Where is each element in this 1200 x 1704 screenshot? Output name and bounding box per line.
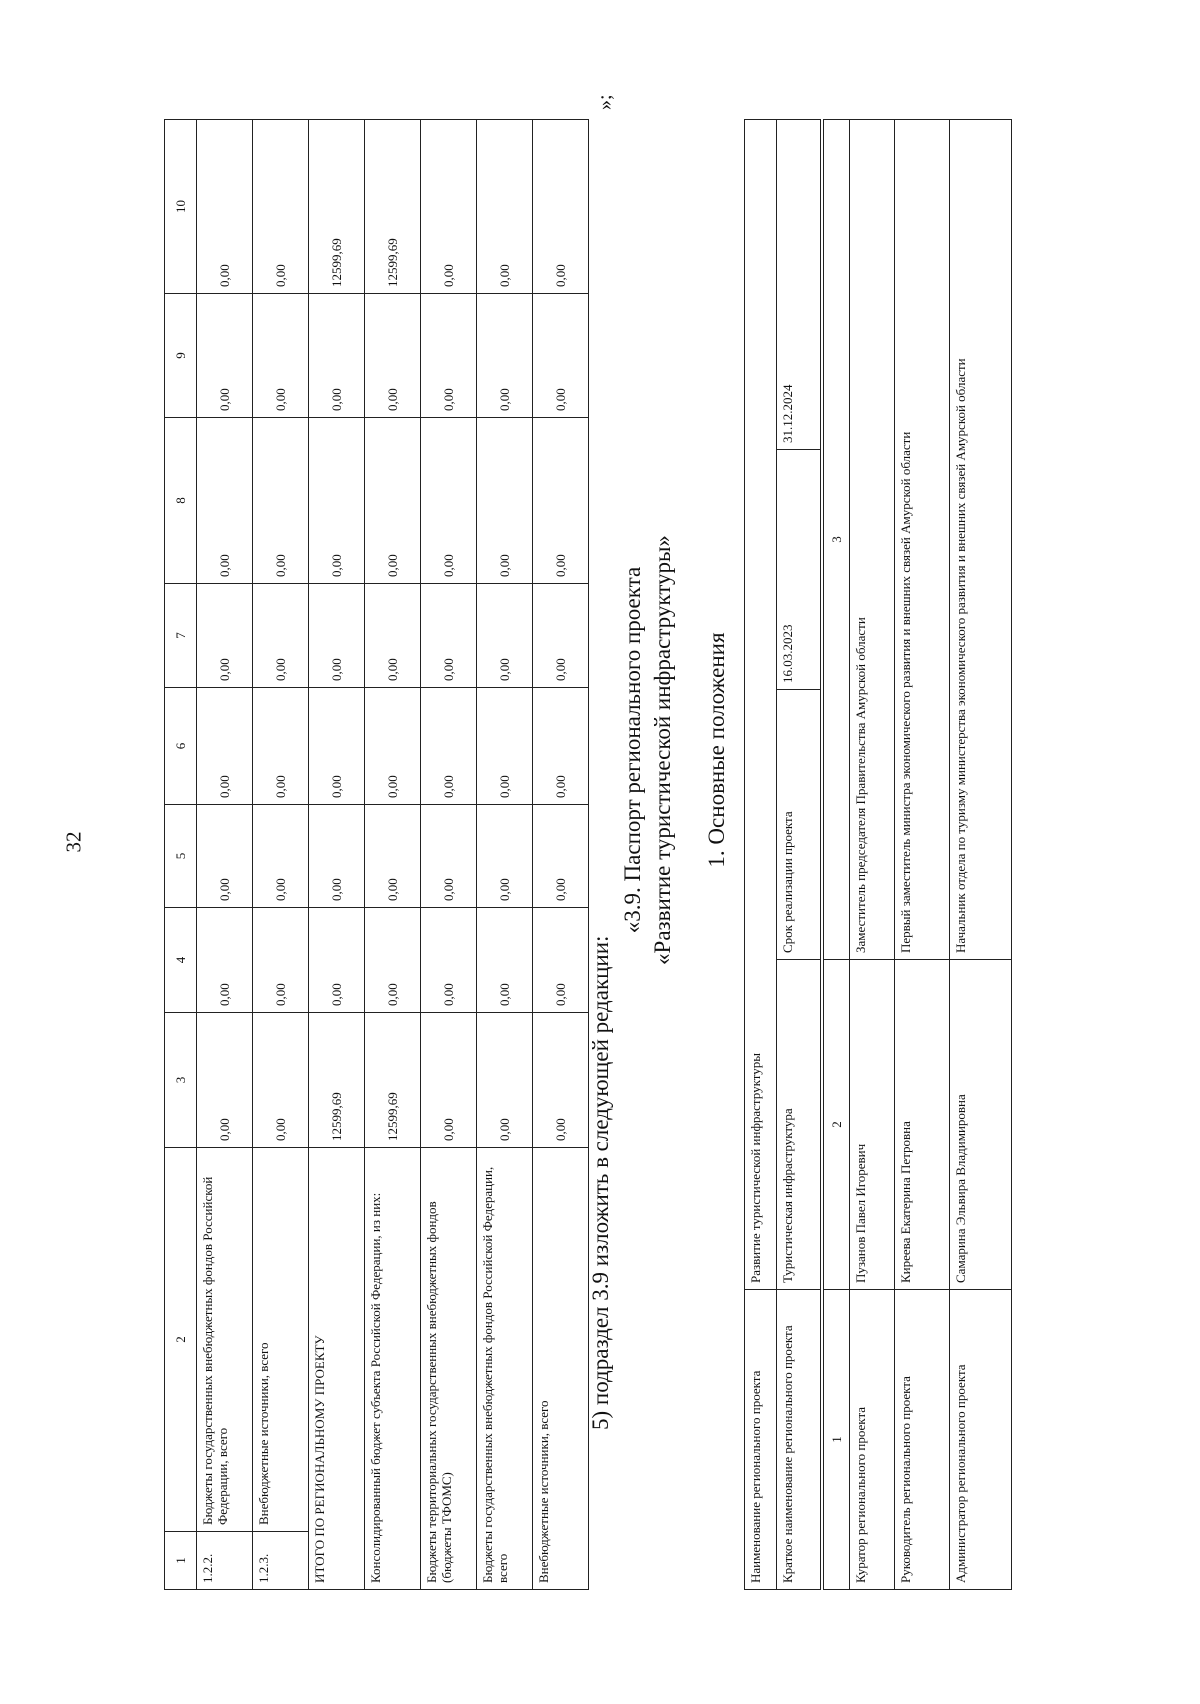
row-name: Бюджеты территориальных государственных внебюджетных фондов (бюджеты ТФОМС) [421,1148,477,1590]
table-row [895,119,950,1589]
value-cell: 0,00 [253,688,309,805]
row-number: 1.2.3. [253,1532,309,1590]
header-cell: 4 [165,908,197,1013]
value-cell: 12599,69 [365,1013,421,1148]
passport-title: «3.9. Паспорт регионального проекта [620,566,645,934]
closing-quote-mark: »; [594,94,616,110]
section-title: 1. Основные положения [704,632,729,868]
value-cell: 0,00 [309,688,365,805]
value-cell: 0,00 [477,688,533,805]
term-end: 31.12.2024 [777,119,822,449]
position-cell: Начальник отдела по туризму министерства экономического развития и внешних связей Амурской области [950,119,1012,959]
value-cell: 0,00 [197,1013,253,1148]
value-cell: 0,00 [365,805,421,908]
row-name: Консолидированный бюджет субъекта Российской Федерации, из них: [365,1148,421,1590]
table-row [197,120,253,1590]
value-cell: 0,00 [533,805,589,908]
row-name: Бюджеты государственных внебюджетных фондов Российской Федерации, всего [477,1148,533,1590]
header-cell: 10 [165,120,197,294]
value-cell: 0,00 [365,418,421,584]
value-cell: 0,00 [533,294,589,418]
value-cell: 0,00 [421,1013,477,1148]
value-cell: 0,00 [477,805,533,908]
page-number: 32 [61,831,86,853]
value-cell: 0,00 [365,294,421,418]
value-cell: 0,00 [477,418,533,584]
table-row-total [309,120,365,1590]
value-cell: 0,00 [533,120,589,294]
value-cell: 0,00 [197,688,253,805]
value-cell: 0,00 [197,120,253,294]
role-cell: Куратор регионального проекта [850,1290,895,1590]
value-cell: 0,00 [421,805,477,908]
table-row [745,119,777,1589]
position-cell: Первый заместитель министра экономического развития и внешних связей Амурской области [895,119,950,959]
value-cell: 0,00 [197,418,253,584]
table-row [533,120,589,1590]
row-name: Внебюджетные источники, всего [533,1148,589,1590]
value-cell: 0,00 [309,294,365,418]
value-cell: 0,00 [533,1013,589,1148]
value-cell: 0,00 [477,120,533,294]
value-cell: 0,00 [253,294,309,418]
header-cell: 7 [165,584,197,688]
table-row [421,120,477,1590]
term-start: 16.03.2023 [777,450,822,690]
value-cell: 0,00 [197,805,253,908]
value-cell: 0,00 [365,688,421,805]
label-cell: Наименование регионального проекта [745,1290,777,1590]
amendment-instruction: 5) подраздел 3.9 изложить в следующей редакции: [588,935,613,1430]
value-cell: 0,00 [365,584,421,688]
value-cell: 0,00 [421,584,477,688]
value-cell: 0,00 [533,418,589,584]
value-cell: 0,00 [309,908,365,1013]
person-cell: Самарина Эльвира Владимировна [950,960,1012,1290]
project-title: «Развитие туристической инфраструктуры» [650,535,675,965]
value-cell: 0,00 [253,584,309,688]
value-cell: 0,00 [309,418,365,584]
header-cell: 2 [165,1148,197,1532]
value-cell: 0,00 [309,584,365,688]
value-cell: 0,00 [477,584,533,688]
value-cell: 0,00 [253,120,309,294]
header-cell: 1 [822,1290,850,1590]
table-row [850,119,895,1589]
header-cell: 5 [165,805,197,908]
header-cell: 3 [822,119,850,959]
value-cell: 0,00 [477,1013,533,1148]
role-cell: Администратор регионального проекта [950,1290,1012,1590]
value-cell: 0,00 [533,908,589,1013]
header-cell: 2 [822,960,850,1290]
header-cell: 6 [165,688,197,805]
value-cell: 0,00 [421,908,477,1013]
table-row [950,119,1012,1589]
header-cell: 8 [165,418,197,584]
value-cell: 0,00 [477,908,533,1013]
value-cell: 0,00 [253,1013,309,1148]
value-cell: 0,00 [421,418,477,584]
passport-table [744,119,1012,1590]
table-row [477,120,533,1590]
value-cell: 0,00 [421,688,477,805]
value-cell: 0,00 [253,805,309,908]
value-cell: 0,00 [533,584,589,688]
value-cell: 12599,69 [309,120,365,294]
row-number: 1.2.2. [197,1532,253,1590]
column-number-row [822,119,850,1589]
position-cell: Заместитель председателя Правительства Амурской области [850,119,895,959]
value-cell: 0,00 [421,294,477,418]
value-cell: 0,00 [253,418,309,584]
financing-table [164,119,589,1590]
table-row [253,120,309,1590]
value-cell: Развитие туристической инфраструктуры [745,119,777,1289]
value-cell: 0,00 [365,908,421,1013]
value-cell: 0,00 [477,294,533,418]
header-cell: 3 [165,1013,197,1148]
value-cell: 0,00 [309,805,365,908]
value-cell: 0,00 [197,584,253,688]
table-row [777,119,822,1589]
header-cell: 9 [165,294,197,418]
term-label: Срок реализации проекта [777,690,822,960]
value-cell: 0,00 [253,908,309,1013]
value-cell: 0,00 [421,120,477,294]
rotated-page-content [164,94,1064,1590]
value-cell: Туристическая инфраструктура [777,960,822,1290]
label-cell: Краткое наименование регионального проекта [777,1290,822,1590]
value-cell: 12599,69 [309,1013,365,1148]
row-name: Бюджеты государственных внебюджетных фондов Российской Федерации, всего [197,1148,253,1532]
value-cell: 12599,69 [365,120,421,294]
value-cell: 0,00 [197,908,253,1013]
row-name: Внебюджетные источники, всего [253,1148,309,1532]
role-cell: Руководитель регионального проекта [895,1290,950,1590]
header-cell: 1 [165,1532,197,1590]
table-row [365,120,421,1590]
value-cell: 0,00 [197,294,253,418]
person-cell: Пузанов Павел Игоревич [850,960,895,1290]
person-cell: Киреева Екатерина Петровна [895,960,950,1290]
table-header-row [165,120,197,1590]
value-cell: 0,00 [533,688,589,805]
row-name: ИТОГО ПО РЕГИОНАЛЬНОМУ ПРОЕКТУ [309,1148,365,1590]
